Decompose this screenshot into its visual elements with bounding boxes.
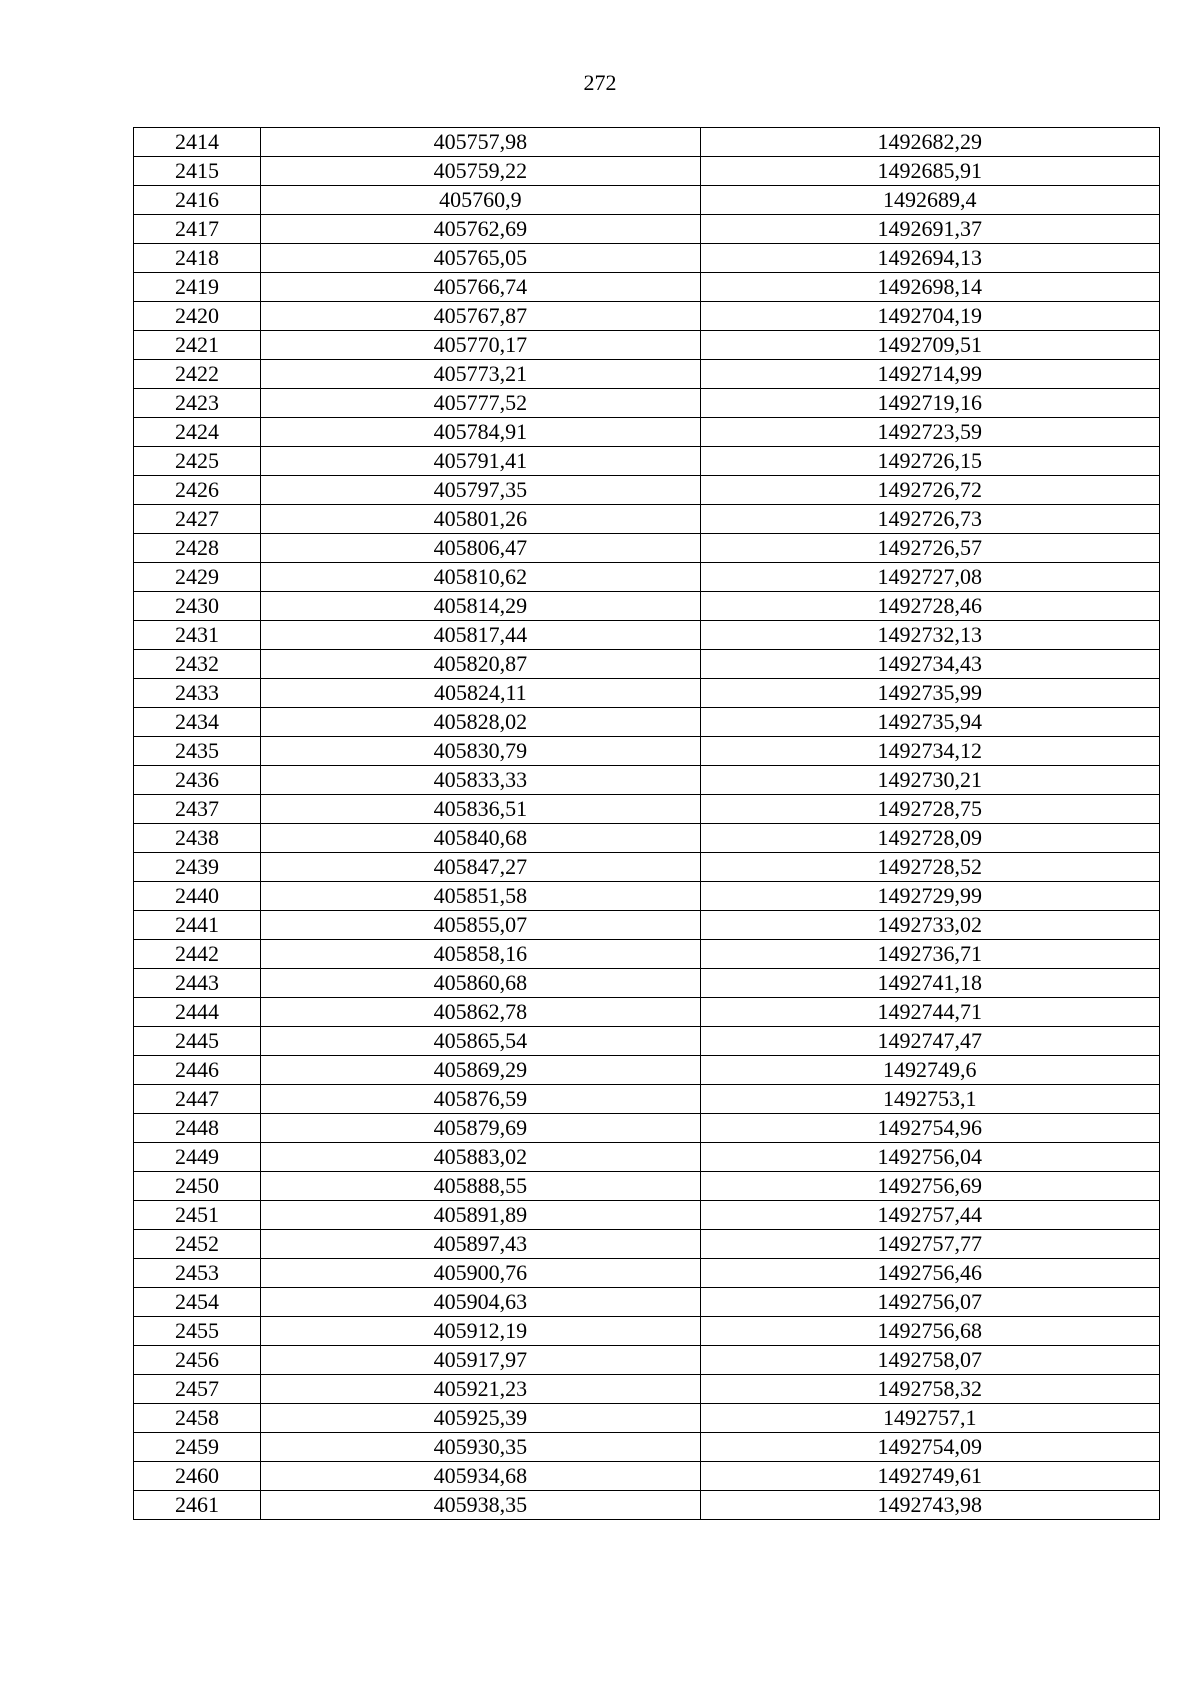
y-coordinate-cell: 1492747,47 bbox=[700, 1027, 1159, 1056]
x-coordinate-cell: 405897,43 bbox=[261, 1230, 700, 1259]
x-coordinate-cell: 405900,76 bbox=[261, 1259, 700, 1288]
table-row bbox=[134, 1404, 1160, 1433]
x-coordinate-cell: 405760,9 bbox=[261, 186, 700, 215]
table-row bbox=[134, 418, 1160, 447]
table-row bbox=[134, 1491, 1160, 1520]
y-coordinate-cell: 1492685,91 bbox=[700, 157, 1159, 186]
table-row bbox=[134, 1375, 1160, 1404]
point-number-cell: 2450 bbox=[134, 1172, 261, 1201]
y-coordinate-cell: 1492728,46 bbox=[700, 592, 1159, 621]
point-number-cell: 2427 bbox=[134, 505, 261, 534]
point-number-cell: 2444 bbox=[134, 998, 261, 1027]
x-coordinate-cell: 405917,97 bbox=[261, 1346, 700, 1375]
x-coordinate-cell: 405934,68 bbox=[261, 1462, 700, 1491]
point-number-cell: 2428 bbox=[134, 534, 261, 563]
table-row bbox=[134, 215, 1160, 244]
y-coordinate-cell: 1492756,07 bbox=[700, 1288, 1159, 1317]
table-row bbox=[134, 969, 1160, 998]
table-row bbox=[134, 1230, 1160, 1259]
y-coordinate-cell: 1492726,15 bbox=[700, 447, 1159, 476]
point-number-cell: 2447 bbox=[134, 1085, 261, 1114]
point-number-cell: 2456 bbox=[134, 1346, 261, 1375]
point-number-cell: 2438 bbox=[134, 824, 261, 853]
table-row bbox=[134, 534, 1160, 563]
point-number-cell: 2458 bbox=[134, 1404, 261, 1433]
point-number-cell: 2459 bbox=[134, 1433, 261, 1462]
y-coordinate-cell: 1492734,43 bbox=[700, 650, 1159, 679]
y-coordinate-cell: 1492734,12 bbox=[700, 737, 1159, 766]
table-row bbox=[134, 1056, 1160, 1085]
y-coordinate-cell: 1492744,71 bbox=[700, 998, 1159, 1027]
x-coordinate-cell: 405784,91 bbox=[261, 418, 700, 447]
table-row bbox=[134, 998, 1160, 1027]
table-row bbox=[134, 1201, 1160, 1230]
x-coordinate-cell: 405921,23 bbox=[261, 1375, 700, 1404]
table-row bbox=[134, 882, 1160, 911]
table-row bbox=[134, 592, 1160, 621]
x-coordinate-cell: 405836,51 bbox=[261, 795, 700, 824]
y-coordinate-cell: 1492709,51 bbox=[700, 331, 1159, 360]
y-coordinate-cell: 1492719,16 bbox=[700, 389, 1159, 418]
y-coordinate-cell: 1492757,77 bbox=[700, 1230, 1159, 1259]
point-number-cell: 2429 bbox=[134, 563, 261, 592]
x-coordinate-cell: 405797,35 bbox=[261, 476, 700, 505]
table-row bbox=[134, 476, 1160, 505]
point-number-cell: 2422 bbox=[134, 360, 261, 389]
y-coordinate-cell: 1492754,09 bbox=[700, 1433, 1159, 1462]
table-row bbox=[134, 302, 1160, 331]
x-coordinate-cell: 405814,29 bbox=[261, 592, 700, 621]
x-coordinate-cell: 405869,29 bbox=[261, 1056, 700, 1085]
table-row bbox=[134, 1462, 1160, 1491]
table-row bbox=[134, 737, 1160, 766]
x-coordinate-cell: 405876,59 bbox=[261, 1085, 700, 1114]
table-row bbox=[134, 1143, 1160, 1172]
point-number-cell: 2457 bbox=[134, 1375, 261, 1404]
y-coordinate-cell: 1492733,02 bbox=[700, 911, 1159, 940]
point-number-cell: 2451 bbox=[134, 1201, 261, 1230]
y-coordinate-cell: 1492726,57 bbox=[700, 534, 1159, 563]
point-number-cell: 2452 bbox=[134, 1230, 261, 1259]
point-number-cell: 2436 bbox=[134, 766, 261, 795]
table-row bbox=[134, 1114, 1160, 1143]
table-row bbox=[134, 244, 1160, 273]
y-coordinate-cell: 1492723,59 bbox=[700, 418, 1159, 447]
table-row bbox=[134, 447, 1160, 476]
point-number-cell: 2440 bbox=[134, 882, 261, 911]
point-number-cell: 2461 bbox=[134, 1491, 261, 1520]
point-number-cell: 2442 bbox=[134, 940, 261, 969]
point-number-cell: 2435 bbox=[134, 737, 261, 766]
x-coordinate-cell: 405925,39 bbox=[261, 1404, 700, 1433]
point-number-cell: 2425 bbox=[134, 447, 261, 476]
y-coordinate-cell: 1492756,68 bbox=[700, 1317, 1159, 1346]
point-number-cell: 2460 bbox=[134, 1462, 261, 1491]
x-coordinate-cell: 405833,33 bbox=[261, 766, 700, 795]
table-row bbox=[134, 650, 1160, 679]
x-coordinate-cell: 405820,87 bbox=[261, 650, 700, 679]
table-row bbox=[134, 1259, 1160, 1288]
y-coordinate-cell: 1492730,21 bbox=[700, 766, 1159, 795]
x-coordinate-cell: 405757,98 bbox=[261, 128, 700, 157]
table-row bbox=[134, 1288, 1160, 1317]
table-row bbox=[134, 128, 1160, 157]
table-row bbox=[134, 1172, 1160, 1201]
point-number-cell: 2418 bbox=[134, 244, 261, 273]
x-coordinate-cell: 405862,78 bbox=[261, 998, 700, 1027]
point-number-cell: 2432 bbox=[134, 650, 261, 679]
x-coordinate-cell: 405806,47 bbox=[261, 534, 700, 563]
point-number-cell: 2426 bbox=[134, 476, 261, 505]
point-number-cell: 2446 bbox=[134, 1056, 261, 1085]
x-coordinate-cell: 405912,19 bbox=[261, 1317, 700, 1346]
table-row bbox=[134, 273, 1160, 302]
y-coordinate-cell: 1492736,71 bbox=[700, 940, 1159, 969]
y-coordinate-cell: 1492726,73 bbox=[700, 505, 1159, 534]
point-number-cell: 2453 bbox=[134, 1259, 261, 1288]
point-number-cell: 2434 bbox=[134, 708, 261, 737]
point-number-cell: 2455 bbox=[134, 1317, 261, 1346]
y-coordinate-cell: 1492732,13 bbox=[700, 621, 1159, 650]
y-coordinate-cell: 1492753,1 bbox=[700, 1085, 1159, 1114]
page-number: 272 bbox=[583, 70, 617, 95]
x-coordinate-cell: 405824,11 bbox=[261, 679, 700, 708]
y-coordinate-cell: 1492682,29 bbox=[700, 128, 1159, 157]
table-body bbox=[134, 128, 1160, 1520]
x-coordinate-cell: 405840,68 bbox=[261, 824, 700, 853]
point-number-cell: 2454 bbox=[134, 1288, 261, 1317]
point-number-cell: 2431 bbox=[134, 621, 261, 650]
y-coordinate-cell: 1492729,99 bbox=[700, 882, 1159, 911]
point-number-cell: 2415 bbox=[134, 157, 261, 186]
y-coordinate-cell: 1492727,08 bbox=[700, 563, 1159, 592]
point-number-cell: 2420 bbox=[134, 302, 261, 331]
x-coordinate-cell: 405851,58 bbox=[261, 882, 700, 911]
y-coordinate-cell: 1492698,14 bbox=[700, 273, 1159, 302]
point-number-cell: 2423 bbox=[134, 389, 261, 418]
x-coordinate-cell: 405765,05 bbox=[261, 244, 700, 273]
table-row bbox=[134, 795, 1160, 824]
y-coordinate-cell: 1492754,96 bbox=[700, 1114, 1159, 1143]
x-coordinate-cell: 405770,17 bbox=[261, 331, 700, 360]
x-coordinate-cell: 405847,27 bbox=[261, 853, 700, 882]
point-number-cell: 2445 bbox=[134, 1027, 261, 1056]
table-row bbox=[134, 157, 1160, 186]
x-coordinate-cell: 405888,55 bbox=[261, 1172, 700, 1201]
x-coordinate-cell: 405855,07 bbox=[261, 911, 700, 940]
x-coordinate-cell: 405767,87 bbox=[261, 302, 700, 331]
y-coordinate-cell: 1492694,13 bbox=[700, 244, 1159, 273]
x-coordinate-cell: 405830,79 bbox=[261, 737, 700, 766]
table-row bbox=[134, 766, 1160, 795]
table-row bbox=[134, 940, 1160, 969]
point-number-cell: 2419 bbox=[134, 273, 261, 302]
y-coordinate-cell: 1492714,99 bbox=[700, 360, 1159, 389]
x-coordinate-cell: 405759,22 bbox=[261, 157, 700, 186]
x-coordinate-cell: 405791,41 bbox=[261, 447, 700, 476]
point-number-cell: 2449 bbox=[134, 1143, 261, 1172]
table-row bbox=[134, 1317, 1160, 1346]
table-row bbox=[134, 505, 1160, 534]
coordinates-table bbox=[133, 127, 1160, 1520]
table-row bbox=[134, 1346, 1160, 1375]
table-row bbox=[134, 679, 1160, 708]
x-coordinate-cell: 405858,16 bbox=[261, 940, 700, 969]
y-coordinate-cell: 1492728,09 bbox=[700, 824, 1159, 853]
y-coordinate-cell: 1492749,6 bbox=[700, 1056, 1159, 1085]
y-coordinate-cell: 1492728,52 bbox=[700, 853, 1159, 882]
y-coordinate-cell: 1492756,46 bbox=[700, 1259, 1159, 1288]
x-coordinate-cell: 405930,35 bbox=[261, 1433, 700, 1462]
y-coordinate-cell: 1492757,1 bbox=[700, 1404, 1159, 1433]
y-coordinate-cell: 1492758,07 bbox=[700, 1346, 1159, 1375]
table-row bbox=[134, 331, 1160, 360]
table-row bbox=[134, 186, 1160, 215]
x-coordinate-cell: 405938,35 bbox=[261, 1491, 700, 1520]
x-coordinate-cell: 405828,02 bbox=[261, 708, 700, 737]
table-row bbox=[134, 360, 1160, 389]
point-number-cell: 2439 bbox=[134, 853, 261, 882]
x-coordinate-cell: 405817,44 bbox=[261, 621, 700, 650]
x-coordinate-cell: 405810,62 bbox=[261, 563, 700, 592]
point-number-cell: 2424 bbox=[134, 418, 261, 447]
x-coordinate-cell: 405766,74 bbox=[261, 273, 700, 302]
table-row bbox=[134, 1085, 1160, 1114]
y-coordinate-cell: 1492756,04 bbox=[700, 1143, 1159, 1172]
x-coordinate-cell: 405904,63 bbox=[261, 1288, 700, 1317]
x-coordinate-cell: 405879,69 bbox=[261, 1114, 700, 1143]
x-coordinate-cell: 405762,69 bbox=[261, 215, 700, 244]
table-row bbox=[134, 911, 1160, 940]
table-row bbox=[134, 1433, 1160, 1462]
table-row bbox=[134, 824, 1160, 853]
y-coordinate-cell: 1492757,44 bbox=[700, 1201, 1159, 1230]
point-number-cell: 2430 bbox=[134, 592, 261, 621]
point-number-cell: 2433 bbox=[134, 679, 261, 708]
y-coordinate-cell: 1492691,37 bbox=[700, 215, 1159, 244]
point-number-cell: 2421 bbox=[134, 331, 261, 360]
table-row bbox=[134, 853, 1160, 882]
x-coordinate-cell: 405801,26 bbox=[261, 505, 700, 534]
x-coordinate-cell: 405773,21 bbox=[261, 360, 700, 389]
point-number-cell: 2441 bbox=[134, 911, 261, 940]
y-coordinate-cell: 1492728,75 bbox=[700, 795, 1159, 824]
y-coordinate-cell: 1492741,18 bbox=[700, 969, 1159, 998]
point-number-cell: 2416 bbox=[134, 186, 261, 215]
table-row bbox=[134, 708, 1160, 737]
x-coordinate-cell: 405883,02 bbox=[261, 1143, 700, 1172]
x-coordinate-cell: 405777,52 bbox=[261, 389, 700, 418]
y-coordinate-cell: 1492758,32 bbox=[700, 1375, 1159, 1404]
y-coordinate-cell: 1492756,69 bbox=[700, 1172, 1159, 1201]
point-number-cell: 2417 bbox=[134, 215, 261, 244]
y-coordinate-cell: 1492726,72 bbox=[700, 476, 1159, 505]
y-coordinate-cell: 1492749,61 bbox=[700, 1462, 1159, 1491]
x-coordinate-cell: 405860,68 bbox=[261, 969, 700, 998]
point-number-cell: 2443 bbox=[134, 969, 261, 998]
y-coordinate-cell: 1492689,4 bbox=[700, 186, 1159, 215]
point-number-cell: 2414 bbox=[134, 128, 261, 157]
y-coordinate-cell: 1492735,99 bbox=[700, 679, 1159, 708]
x-coordinate-cell: 405865,54 bbox=[261, 1027, 700, 1056]
point-number-cell: 2437 bbox=[134, 795, 261, 824]
x-coordinate-cell: 405891,89 bbox=[261, 1201, 700, 1230]
table-row bbox=[134, 563, 1160, 592]
table-row bbox=[134, 621, 1160, 650]
table-row bbox=[134, 1027, 1160, 1056]
point-number-cell: 2448 bbox=[134, 1114, 261, 1143]
y-coordinate-cell: 1492743,98 bbox=[700, 1491, 1159, 1520]
y-coordinate-cell: 1492735,94 bbox=[700, 708, 1159, 737]
y-coordinate-cell: 1492704,19 bbox=[700, 302, 1159, 331]
table-row bbox=[134, 389, 1160, 418]
